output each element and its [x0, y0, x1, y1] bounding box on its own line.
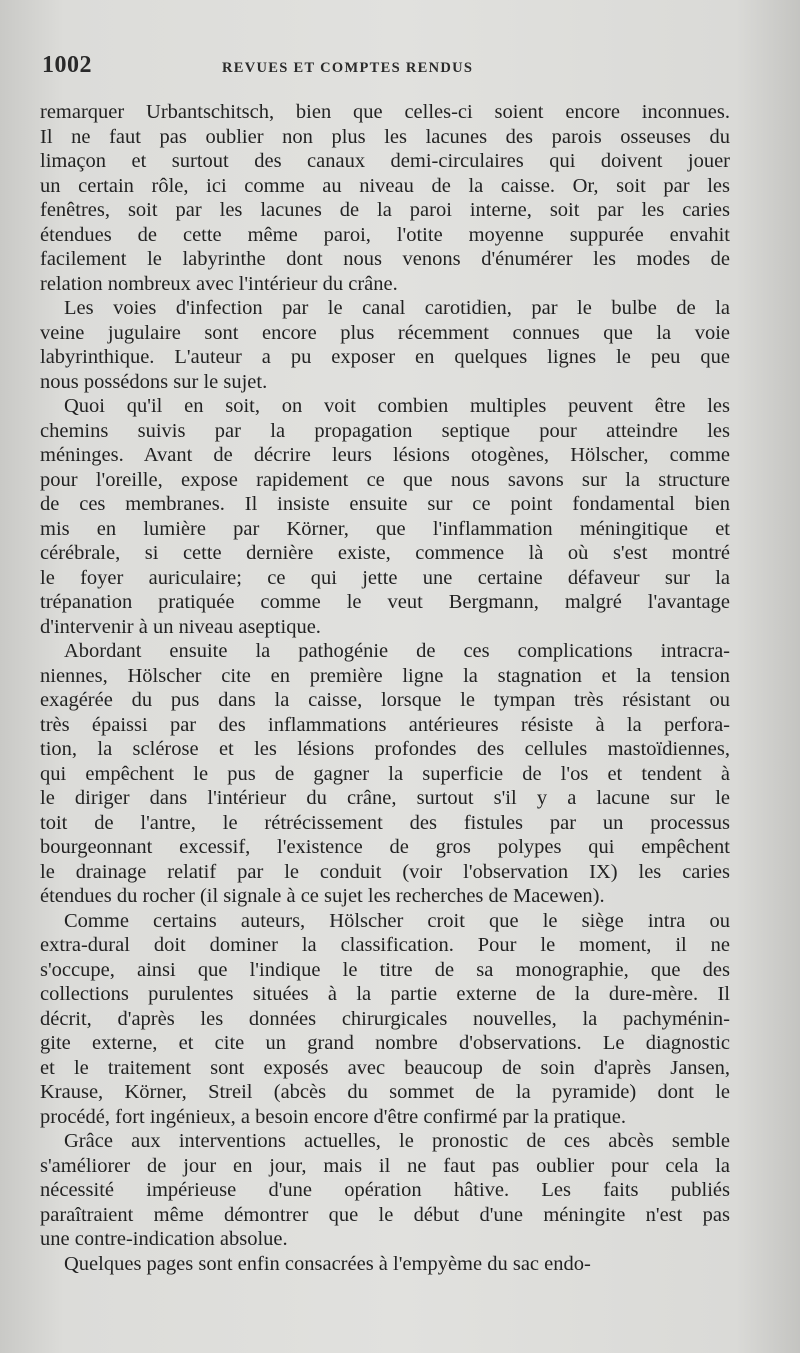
text-line: trépanation pratiquée comme le veut Bergmann, malgré l'avantage	[40, 591, 730, 613]
text-line: Quelques pages sont enfin consacrées à l'empyème du sac endo-	[64, 1252, 591, 1275]
text-line: mis en lumière par Körner, que l'inflammation méningitique et	[40, 517, 730, 540]
body-text	[40, 100, 730, 1276]
text-line: qui empêchent le pus de gagner la superficie de l'os et tendent à	[40, 762, 730, 785]
text-line: le foyer auriculaire; ce qui jette une certaine défaveur sur la	[40, 566, 730, 589]
text-line: paraîtraient même démontrer que le début d'une méningite n'est pas	[40, 1203, 730, 1226]
text-line: de ces membranes. Il insiste ensuite sur ce point fondamental bien	[40, 493, 730, 515]
text-line: et le traitement sont exposés avec beaucoup de soin d'après Jansen,	[40, 1056, 730, 1079]
text-line: Quoi qu'il en soit, on voit combien multiples peuvent être les	[64, 395, 730, 417]
text-line: nécessité impérieuse d'une opération hâtive. Les faits publiés	[40, 1179, 730, 1201]
text-line: procédé, fort ingénieux, a besoin encore d'être confirmé par la pratique.	[40, 1105, 626, 1128]
text-line: Krause, Körner, Streil (abcès du sommet de la pyramide) dont le	[40, 1081, 730, 1103]
text-line: bourgeonnant excessif, l'existence de gros polypes qui empêchent	[40, 836, 730, 858]
text-line: s'améliorer de jour en jour, mais il ne faut pas oublier pour cela la	[40, 1154, 730, 1177]
text-line: très épaissi par des inflammations antérieures résiste à la perfora-	[40, 713, 730, 736]
text-line: fenêtres, soit par les lacunes de la paroi interne, soit par les caries	[40, 199, 730, 221]
text-line: s'occupe, ainsi que l'indique le titre de sa monographie, que des	[40, 958, 730, 981]
text-line: toit de l'antre, le rétrécissement des fistules par un processus	[40, 811, 730, 834]
text-line: le diriger dans l'intérieur du crâne, surtout s'il y a lacune sur le	[40, 787, 730, 809]
paragraph	[40, 296, 730, 394]
paragraph	[40, 639, 730, 909]
text-line: méninges. Avant de décrire leurs lésions otogènes, Hölscher, comme	[40, 444, 730, 466]
text-line: nous possédons sur le sujet.	[40, 370, 268, 393]
text-line: un certain rôle, ici comme au niveau de la caisse. Or, soit par les	[40, 174, 730, 197]
running-head	[42, 52, 758, 86]
paragraph	[40, 1129, 730, 1252]
text-line: exagérée du pus dans la caisse, lorsque le tympan très résistant ou	[40, 689, 730, 711]
text-line: étendues du rocher (il signale à ce sujet les recherches de Macewen).	[40, 885, 605, 907]
text-line: Il ne faut pas oublier non plus les lacunes des parois osseuses du	[40, 125, 730, 148]
text-line: collections purulentes situées à la partie externe de la dure-mère. Il	[40, 983, 730, 1005]
text-line: relation nombreux avec l'intérieur du crâne.	[40, 272, 398, 295]
text-line: d'intervenir à un niveau aseptique.	[40, 615, 321, 638]
text-line: gite externe, et cite un grand nombre d'observations. Le diagnostic	[40, 1032, 730, 1054]
text-line: décrit, d'après les données chirurgicales nouvelles, la pachyménin-	[40, 1007, 730, 1030]
text-line: Grâce aux interventions actuelles, le pronostic de ces abcès semble	[64, 1130, 730, 1152]
text-line: labyrinthique. L'auteur a pu exposer en quelques lignes le peu que	[40, 346, 730, 368]
text-line: pour l'oreille, expose rapidement ce que nous savons sur la structure	[40, 468, 730, 491]
page-number: 1002	[42, 52, 92, 78]
paragraph	[40, 394, 730, 639]
text-line: une contre-indication absolue.	[40, 1228, 288, 1250]
text-line: limaçon et surtout des canaux demi-circulaires qui doivent jouer	[40, 150, 730, 172]
text-line: niennes, Hölscher cite en première ligne la stagnation et la tension	[40, 664, 730, 687]
text-line: remarquer Urbantschitsch, bien que celles-ci soient encore inconnues.	[40, 101, 730, 123]
text-line: facilement le labyrinthe dont nous venons d'énumérer les modes de	[40, 248, 730, 270]
text-line: Abordant ensuite la pathogénie de ces complications intracra-	[64, 640, 730, 662]
text-line: Les voies d'infection par le canal carotidien, par le bulbe de la	[64, 297, 730, 319]
paragraph	[40, 100, 730, 296]
text-line: extra-dural doit dominer la classification. Pour le moment, il ne	[40, 934, 730, 956]
text-line: tion, la sclérose et les lésions profondes des cellules mastoïdiennes,	[40, 738, 730, 760]
text-line: le drainage relatif par le conduit (voir l'observation IX) les caries	[40, 860, 730, 883]
text-line: veine jugulaire sont encore plus récemment connues que la voie	[40, 321, 730, 344]
paragraph	[40, 909, 730, 1130]
paragraph	[40, 1252, 730, 1277]
text-line: étendues de cette même paroi, l'otite moyenne suppurée envahit	[40, 223, 730, 246]
text-line: chemins suivis par la propagation septique pour atteindre les	[40, 419, 730, 442]
text-line: cérébrale, si cette dernière existe, commence là où s'est montré	[40, 542, 730, 564]
running-title: REVUES ET COMPTES RENDUS	[222, 60, 474, 76]
text-line: Comme certains auteurs, Hölscher croit que le siège intra ou	[64, 909, 730, 932]
